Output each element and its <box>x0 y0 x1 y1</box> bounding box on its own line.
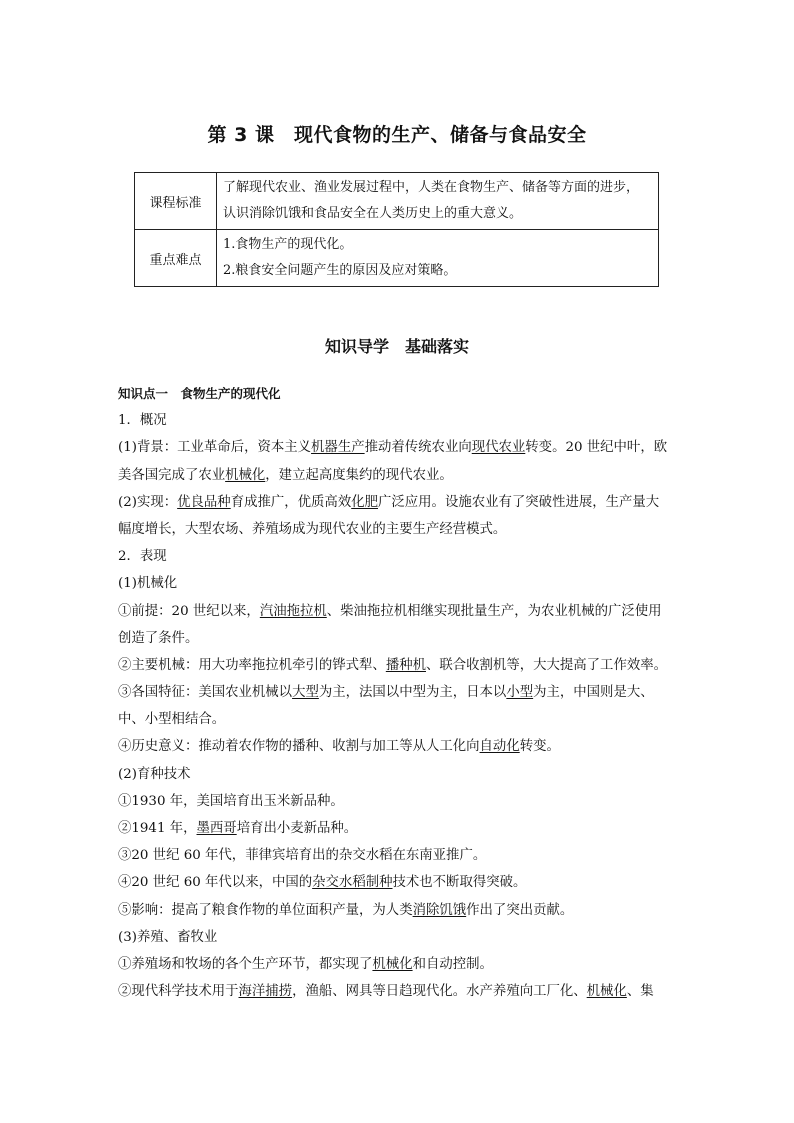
table-line: 认识消除饥饿和食品安全在人类历史上的重大意义。 <box>223 206 523 221</box>
text-span: 作出了突出贡献。 <box>466 902 574 918</box>
table-line: 2.粮食安全问题产生的原因及应对策略。 <box>223 263 457 278</box>
underlined-term: 杂交水稻制种 <box>312 875 393 891</box>
paragraph-line: 幅度增长，大型农场、养殖场成为现代农业的主要生产经营模式。 <box>118 521 507 537</box>
text-span: ②主要机械：用大功率拖拉机牵引的铧式犁、 <box>118 657 386 673</box>
text-span: 、柴油拖拉机相继实现批量生产，为农业机械的广泛使用 <box>326 603 662 619</box>
text-span: ④20 世纪 60 年代以来，中国的 <box>118 875 313 891</box>
text-span: 培育出小麦新品种。 <box>236 821 358 836</box>
text-span: 推动着传统农业向 <box>364 440 472 456</box>
text-span: ①养殖场和牧场的各个生产环节，都实现了 <box>118 956 373 972</box>
underlined-term: 小型 <box>506 685 534 701</box>
underlined-term: 海洋捕捞 <box>238 984 293 1000</box>
paragraph-line <box>118 869 678 896</box>
underlined-term: 消除饥饿 <box>412 902 467 918</box>
subsection-heading: 1．概况 <box>118 413 167 429</box>
text-span: 转变。 <box>519 739 560 755</box>
underlined-term: 墨西哥 <box>196 821 237 836</box>
paragraph-heading: (2)育种技术 <box>118 766 191 782</box>
text-span: 、联合收割机等，大大提高了工作效率。 <box>425 657 668 673</box>
underlined-term: 机械化 <box>372 956 413 972</box>
text-span: ②现代科学技术用于 <box>118 984 239 1000</box>
paragraph-line <box>118 978 678 1005</box>
underlined-term: 播种机 <box>385 657 426 673</box>
table-line: 1.食物生产的现代化。 <box>223 237 353 252</box>
text-span: 、集 <box>626 984 654 1000</box>
underlined-term: 机械化 <box>225 467 266 483</box>
paragraph-heading: (1)机械化 <box>118 576 178 592</box>
key-points-content <box>217 230 659 287</box>
paragraph-line <box>118 598 678 625</box>
key-points-label: 重点难点 <box>135 230 217 287</box>
paragraph-line <box>118 733 678 760</box>
lesson-title: 第 3 课 现代食物的生产、储备与食品安全 <box>207 124 587 146</box>
text-span: (2)实现： <box>118 494 178 510</box>
text-span: ④历史意义：推动着农作物的播种、收割与加工等从人工化向 <box>118 739 480 755</box>
paragraph-line <box>118 489 678 516</box>
subsection-heading: 2．表现 <box>118 549 167 565</box>
course-standard-label: 课程标准 <box>135 173 217 230</box>
paragraph-line <box>118 951 678 978</box>
course-info-table <box>134 172 659 287</box>
text-span: ③各国特征：美国农业机械以 <box>118 685 293 701</box>
paragraph-line: ①1930 年，美国培育出玉米新品种。 <box>118 793 344 809</box>
text-span: 育成推广，优质高效 <box>230 494 352 510</box>
text-span: (1)背景：工业革命后，资本主义 <box>118 440 312 456</box>
underlined-term: 汽油拖拉机 <box>259 603 327 619</box>
paragraph-line <box>118 897 678 924</box>
text-span: 广泛应用。设施农业有了突破性进展，生产量大 <box>378 494 660 510</box>
text-span: 为主，中国则是大、 <box>533 685 654 701</box>
paragraph-line: 创造了条件。 <box>118 630 199 646</box>
underlined-term: 现代农业 <box>471 440 526 456</box>
underlined-term: 优良品种 <box>177 494 231 510</box>
paragraph-line <box>118 462 678 489</box>
text-span: 转变。20 世纪中叶，欧 <box>525 440 668 456</box>
text-span: 和自动控制。 <box>412 956 493 972</box>
underlined-term: 化肥 <box>351 494 378 510</box>
paragraph-line: 中、小型相结合。 <box>118 712 226 728</box>
paragraph-line <box>118 434 678 461</box>
underlined-term: 自动化 <box>479 739 520 755</box>
paragraph-line <box>118 652 678 679</box>
underlined-term: 机械化 <box>586 984 627 1000</box>
section-heading: 知识导学 基础落实 <box>324 337 469 356</box>
text-span: ①前提：20 世纪以来， <box>118 603 260 619</box>
text-span: ②1941 年， <box>118 821 197 836</box>
table-line: 了解现代农业、渔业发展过程中，人类在食物生产、储备等方面的进步， <box>223 180 640 195</box>
text-span: ⑤影响：提高了粮食作物的单位面积产量，为人类 <box>118 902 413 918</box>
body-text <box>118 380 678 1005</box>
knowledge-point-heading: 知识点一 食物生产的现代化 <box>118 386 281 401</box>
text-span: 美各国完成了农业 <box>118 467 226 483</box>
text-span: ，建立起高度集约的现代农业。 <box>265 467 453 483</box>
paragraph-line <box>118 679 678 706</box>
underlined-term: 机器生产 <box>311 440 365 456</box>
paragraph-heading: (3)养殖、畜牧业 <box>118 929 218 945</box>
paragraph-line: ③20 世纪 60 年代，菲律宾培育出的杂交水稻在东南亚推广。 <box>118 848 487 864</box>
paragraph-line <box>118 815 678 842</box>
course-standard-content <box>217 173 659 230</box>
table-row <box>135 173 659 230</box>
text-span: 为主，法国以中型为主，日本以 <box>318 685 507 701</box>
table-row <box>135 230 659 287</box>
text-span: 技术也不断取得突破。 <box>392 875 527 891</box>
underlined-term: 大型 <box>292 685 319 701</box>
text-span: ，渔船、网具等日趋现代化。水产养殖向工厂化、 <box>292 984 587 1000</box>
